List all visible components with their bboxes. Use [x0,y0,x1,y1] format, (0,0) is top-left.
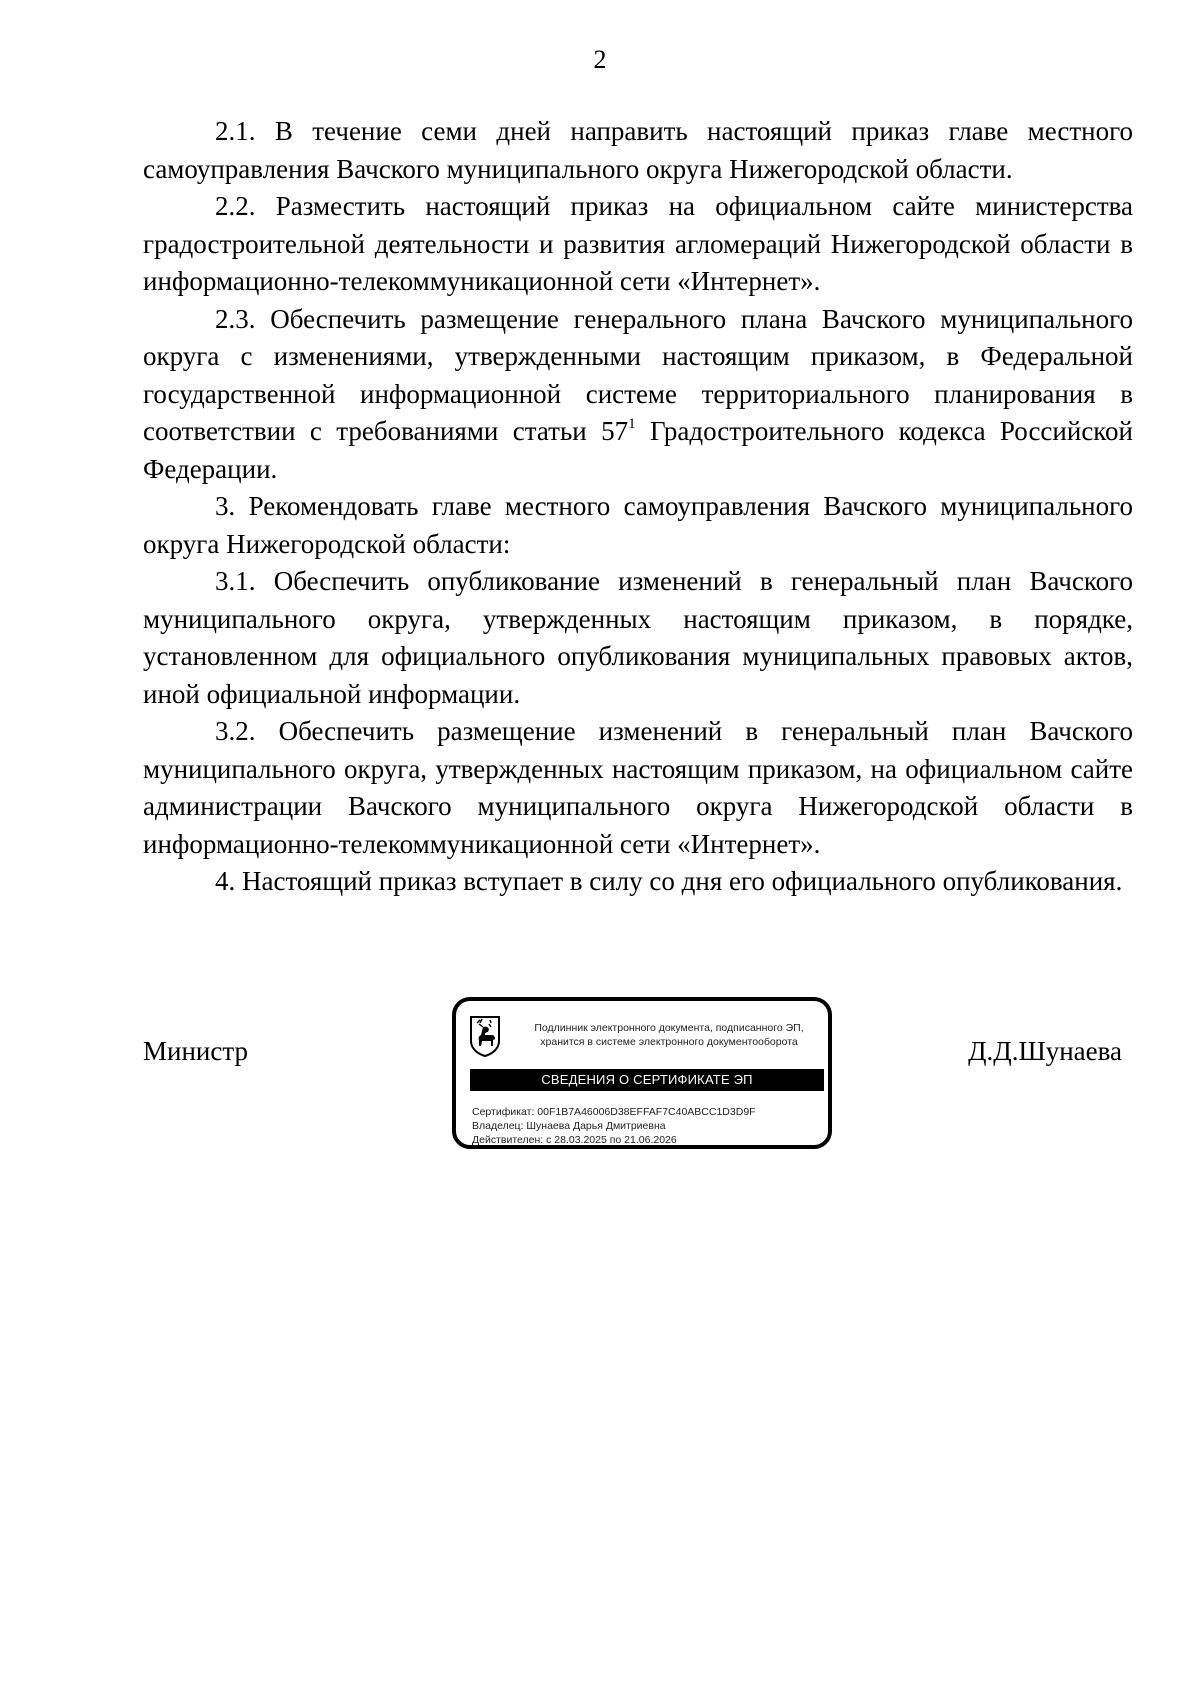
stamp-certificate-details [472,1105,822,1147]
stamp-header-line: хранится в системе электронного документооборота [540,1036,798,1048]
paragraph-2-3-text: 2.3. Обеспечить размещение генерального плана Вачского муниципального округа с изменениями, утвержденными настоящим приказом, в Федеральной государственной информационной системе территориального планирования в соответствии с требованиями статьи 57 [143,303,1133,446]
paragraph-2-1: 2.1. В течение семи дней направить настоящий приказ главе местного самоуправления Вачского муниципального округа Нижегородской области. [143,116,1133,184]
electronic-signature-stamp [452,997,832,1149]
certificate-owner: Владелец: Шунаева Дарья Дмитриевна [472,1120,666,1132]
certificate-validity: Действителен: с 28.03.2025 по 21.06.2026 [472,1134,677,1146]
paragraph-3: 3. Рекомендовать главе местного самоуправления Вачского муниципального округа Нижегородской области: [143,491,1133,559]
nizhny-novgorod-deer-emblem-icon [469,1015,501,1057]
paragraph-2-3 [143,301,1133,489]
stamp-header-text [514,1021,824,1049]
signatory-title: Министр [143,1036,248,1066]
paragraph-3-2: 3.2. Обеспечить размещение изменений в генеральный план Вачского муниципального округа, утвержденных настоящим приказом, на официальном сайте администрации Вачского муниципального округа Нижегородской области в информационно-телекоммуникационной сети «Интернет». [143,716,1133,859]
paragraph-2-2: 2.2. Разместить настоящий приказ на официальном сайте министерства градостроительной деятельности и развития агломераций Нижегородской области в информационно-телекоммуникационной сети «Интернет». [143,191,1133,296]
page-number: 2 [593,45,607,74]
document-body [143,113,1133,901]
paragraph-3-1: 3.1. Обеспечить опубликование изменений в генеральный план Вачского муниципального округа, утвержденных настоящим приказом, в порядке, установленном для официального опубликования муниципальных правовых актов, иной официальной информации. [143,566,1133,709]
certificate-number: Сертификат: 00F1B7A46006D38EFFAF7C40ABCC1D3D9F [472,1106,756,1118]
stamp-title-bar: СВЕДЕНИЯ О СЕРТИФИКАТЕ ЭП [470,1069,824,1091]
signatory-name: Д.Д.Шунаева [968,1036,1122,1066]
article-superscript: 1 [628,416,636,432]
paragraph-4: 4. Настоящий приказ вступает в силу со дня его официального опубликования. [215,866,1123,896]
paragraph-2-3-tail: Градостроительного кодекса Российской Федерации. [143,416,1133,484]
stamp-header-line: Подлинник электронного документа, подписанного ЭП, [534,1022,804,1034]
